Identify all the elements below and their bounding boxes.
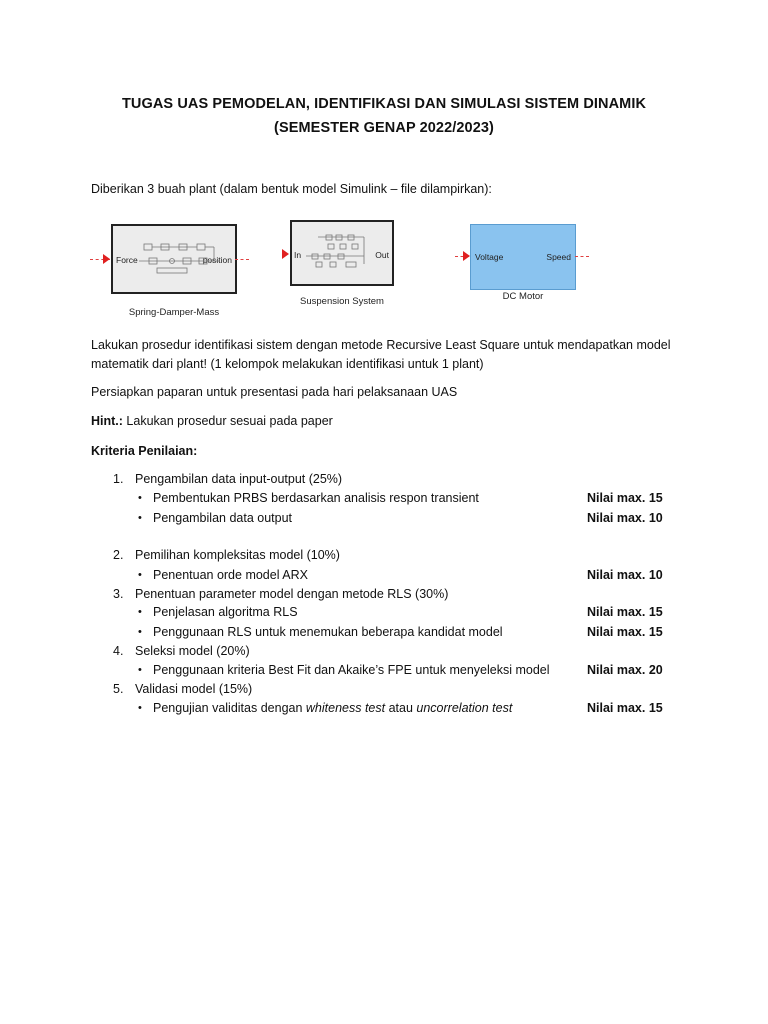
spring-subsystem-diagram-icon: [139, 238, 219, 278]
criterion-item: Penggunaan kriteria Best Fit dan Akaike’s FPE untuk menyeleksi model: [153, 663, 550, 677]
bullet-icon: •: [138, 512, 142, 524]
presentation-paragraph: Persiapkan paparan untuk presentasi pada hari pelaksanaan UAS: [91, 385, 458, 399]
hint-label: Hint.:: [91, 414, 123, 428]
instruction-line-1: Lakukan prosedur identifikasi sistem dengan metode Recursive Least Square untuk mendapatkan model: [91, 338, 671, 352]
intro-paragraph: Diberikan 3 buah plant (dalam bentuk model Simulink – file dilampirkan):: [91, 182, 492, 196]
criterion-score: Nilai max. 15: [587, 605, 663, 619]
criterion-item: [153, 701, 512, 715]
criterion-score: Nilai max. 15: [587, 701, 663, 715]
criterion-score: Nilai max. 10: [587, 568, 663, 582]
item-text-middle: atau: [385, 701, 417, 715]
bullet-icon: •: [138, 702, 142, 714]
document-title: TUGAS UAS PEMODELAN, IDENTIFIKASI DAN SIMULASI SISTEM DINAMIK: [121, 96, 647, 112]
suspension-output-label: Out: [375, 250, 389, 260]
suspension-block: [290, 220, 394, 286]
hint-text: Lakukan prosedur sesuai pada paper: [122, 414, 333, 428]
criterion-score: Nilai max. 15: [587, 625, 663, 639]
bullet-icon: •: [138, 626, 142, 638]
criterion-score: Nilai max. 20: [587, 663, 663, 677]
bullet-icon: •: [138, 569, 142, 581]
criterion-item: Penjelasan algoritma RLS: [153, 605, 298, 619]
criterion-number: 5.: [113, 682, 124, 696]
criterion-number: 2.: [113, 548, 124, 562]
dcmotor-caption: DC Motor: [502, 291, 544, 302]
bullet-icon: •: [138, 664, 142, 676]
criterion-number: 1.: [113, 472, 124, 486]
criterion-label: Penentuan parameter model dengan metode RLS (30%): [135, 587, 449, 601]
criterion-item: Pembentukan PRBS berdasarkan analisis respon transient: [153, 491, 479, 505]
criteria-heading: Kriteria Penilaian:: [91, 444, 198, 458]
criterion-score: Nilai max. 15: [587, 491, 663, 505]
spring-output-label: position: [202, 255, 232, 265]
document-subtitle: (SEMESTER GENAP 2022/2023): [274, 120, 494, 136]
suspension-subsystem-diagram-icon: [306, 232, 366, 272]
criterion-label: Seleksi model (20%): [135, 644, 250, 658]
bullet-icon: •: [138, 492, 142, 504]
spring-caption: Spring-Damper-Mass: [128, 307, 220, 318]
criterion-number: 4.: [113, 644, 124, 658]
criterion-label: Validasi model (15%): [135, 682, 253, 696]
criterion-label: Pemilihan kompleksitas model (10%): [135, 548, 340, 562]
criterion-score: Nilai max. 10: [587, 511, 663, 525]
item-text-emphasis: whiteness test: [305, 701, 386, 715]
instruction-line-2: matematik dari plant! (1 kelompok melakukan identifikasi untuk 1 plant): [91, 357, 484, 371]
dcmotor-output-label: Speed: [546, 252, 571, 262]
item-text-prefix: Pengujian validitas dengan: [153, 701, 306, 715]
criterion-item: Penentuan orde model ARX: [153, 568, 308, 582]
item-text-emphasis: uncorrelation test: [416, 701, 513, 715]
criterion-number: 3.: [113, 587, 124, 601]
dcmotor-input-label: Voltage: [475, 252, 504, 262]
spring-block: [111, 224, 237, 294]
suspension-caption: Suspension System: [300, 296, 384, 307]
spring-input-label: Force: [116, 255, 138, 265]
bullet-icon: •: [138, 606, 142, 618]
criterion-label: Pengambilan data input-output (25%): [135, 472, 343, 486]
hint-paragraph: [91, 412, 691, 431]
criterion-item: Pengambilan data output: [153, 511, 292, 525]
dcmotor-block: [470, 224, 576, 290]
criterion-item: Penggunaan RLS untuk menemukan beberapa kandidat model: [153, 625, 503, 639]
suspension-input-label: In: [294, 250, 302, 260]
